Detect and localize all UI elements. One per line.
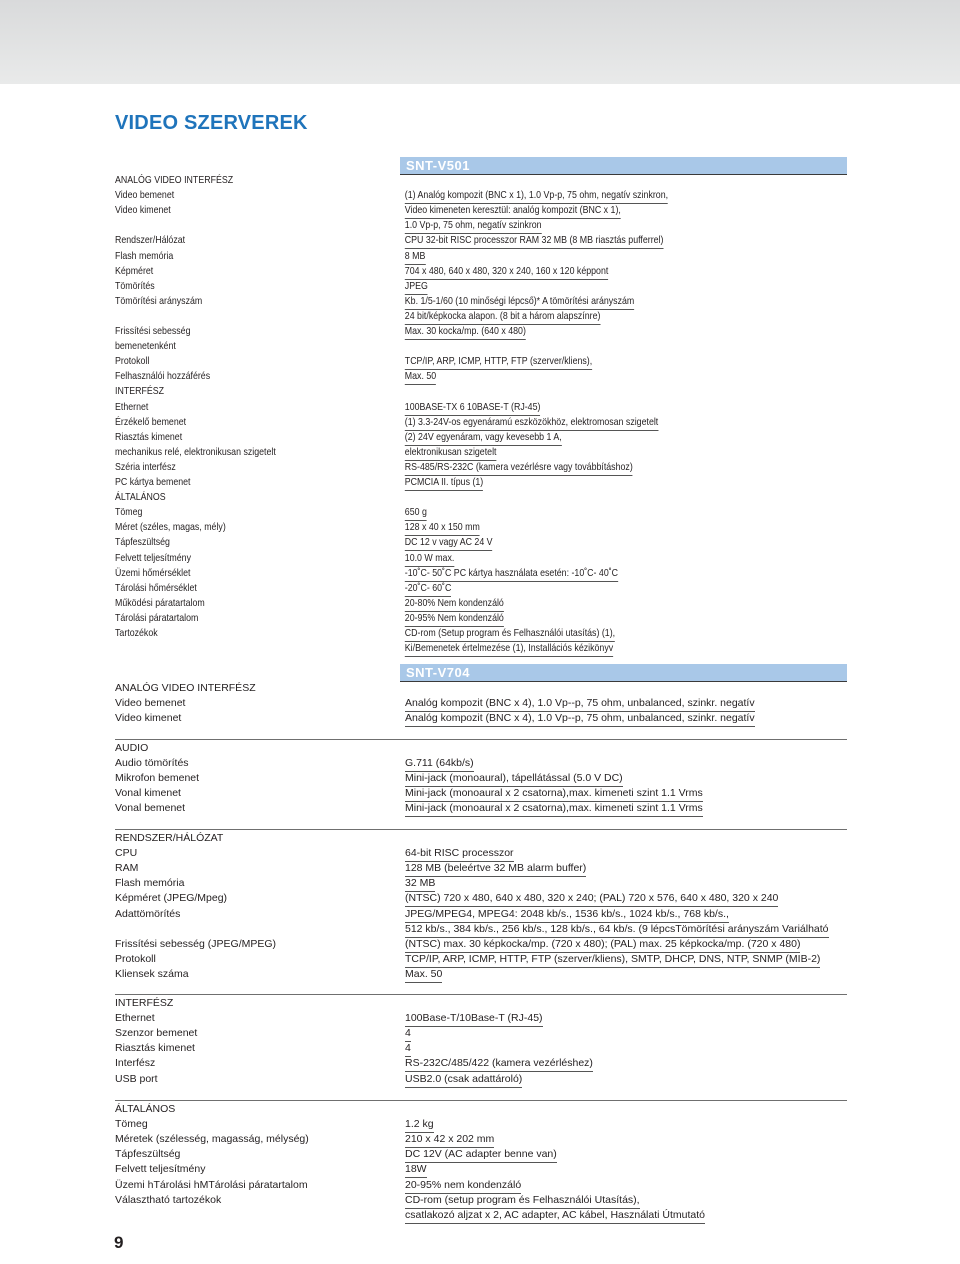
spec-value: Analóg kompozit (BNC x 4), 1.0 Vp--p, 75 ohm, unbalanced, szinkr. negatív <box>405 696 755 712</box>
spec-label: RAM <box>115 862 139 875</box>
spec-row <box>115 711 855 726</box>
spec-label: Video bemenet <box>115 697 186 710</box>
spec-value: CD-rom (setup program és Felhasználói Utasítás), <box>405 1193 640 1209</box>
spec-value: DC 12V (AC adapter benne van) <box>405 1147 557 1163</box>
spec-row <box>115 1011 855 1026</box>
spec-label: Üzemi hTárolási hMTárolási páratartalom <box>115 1178 308 1191</box>
spec-row <box>115 801 855 816</box>
spec-value: G.711 (64kb/s) <box>405 756 474 772</box>
spec-row <box>115 460 854 475</box>
spec-row <box>115 490 854 505</box>
spec-value: 32 MB <box>405 876 435 892</box>
spec-label: Tömeg <box>115 1118 148 1131</box>
spec-row <box>115 354 854 369</box>
spec-label: Interfész <box>115 1057 156 1070</box>
spec-label: ÁLTALÁNOS <box>115 1103 176 1115</box>
spec-row <box>115 445 854 460</box>
spec-value: 20-95% Nem kondenzáló <box>405 611 504 627</box>
spec-value: csatlakozó aljzat x 2, AC adapter, AC kábel, Használati Útmutató <box>405 1208 705 1224</box>
spec-value: 20-95% nem kondenzáló <box>405 1178 521 1194</box>
spec-row <box>115 846 855 861</box>
spec-row <box>115 1026 855 1041</box>
spec-row <box>115 611 854 626</box>
spec-label: mechanikus relé, elektronikusan szigetelt <box>115 445 276 458</box>
spec-row <box>115 1193 855 1208</box>
spec-value: (NTSC) max. 30 képkocka/mp. (720 x 480); (PAL) max. 25 képkocka/mp. (720 x 480) <box>405 937 800 953</box>
spec-value: (1) 3.3-24V-os egyenáramú eszközökhöz, elektromosan szigetelt <box>405 415 658 431</box>
spec-row <box>115 1072 855 1087</box>
spec-value: 650 g <box>405 505 427 521</box>
spec-row <box>115 596 854 611</box>
spec-row <box>115 520 854 535</box>
spec-row <box>115 681 855 696</box>
spec-value: (1) Analóg kompozit (BNC x 1), 1.0 Vp-p, 75 ohm, negatív szinkron, <box>405 188 668 204</box>
spec-value: -20˚C- 60˚C <box>405 581 452 597</box>
spec-row <box>115 1147 855 1162</box>
spec-value: Mini-jack (monoaural x 2 csatorna),max. kimeneti szint 1.1 Vrms <box>405 786 703 802</box>
spec-label: Szenzor bemenet <box>115 1027 198 1040</box>
spec-value: 1.2 kg <box>405 1117 434 1133</box>
spec-value: Max. 30 kocka/mp. (640 x 480) <box>405 324 526 340</box>
spec-row <box>115 566 854 581</box>
spec-value: TCP/IP, ARP, ICMP, HTTP, FTP (szerver/kliens), SMTP, DHCP, DNS, NTP, SNMP (MIB-2) <box>405 952 820 968</box>
spec-label: Frissítési sebesség <box>115 325 191 337</box>
spec-label: PC kártya bemenet <box>115 476 191 488</box>
section-rule <box>115 829 847 830</box>
spec-label: Képméret <box>115 264 154 277</box>
spec-label: Rendszer/Hálózat <box>115 234 186 247</box>
snt-v704-model-header: SNT-V704 <box>400 664 847 681</box>
spec-value: (NTSC) 720 x 480, 640 x 480, 320 x 240; (PAL) 720 x 576, 640 x 480, 320 x 240 <box>405 891 778 907</box>
spec-value: TCP/IP, ARP, ICMP, HTTP, FTP (szerver/kliens), <box>405 354 592 370</box>
spec-value: 704 x 480, 640 x 480, 320 x 240, 160 x 120 képpont <box>405 264 609 280</box>
spec-label: ÁLTALÁNOS <box>115 491 166 504</box>
spec-row <box>115 203 854 218</box>
spec-row <box>115 861 855 876</box>
spec-label: Protokoll <box>115 355 150 368</box>
spec-value: 128 MB (beleértve 32 MB alarm buffer) <box>405 861 586 877</box>
spec-label: Riasztás kimenet <box>115 430 183 443</box>
spec-row <box>115 233 854 248</box>
spec-row <box>115 415 854 430</box>
spec-row <box>115 891 855 906</box>
spec-label: Tárolási hőmérséklet <box>115 581 197 594</box>
spec-row <box>115 786 855 801</box>
spec-value: JPEG <box>405 279 428 295</box>
spec-label: Frissítési sebesség (JPEG/MPEG) <box>115 937 277 950</box>
spec-row <box>115 967 855 982</box>
spec-value: Kb. 1/5-1/60 (10 minőségi lépcső)* A tömörítési arányszám <box>405 294 634 310</box>
spec-value: Ki/Bemenetek értelmezése (1), Installációs kézikönyv <box>405 641 613 657</box>
spec-value: 24 bit/képkocka alapon. (8 bit a három alapszínre) <box>405 309 601 325</box>
spec-label: Video bemenet <box>115 189 175 202</box>
spec-value: -10˚C- 50˚C PC kártya használata esetén: -10˚C- 40˚C <box>405 566 618 582</box>
spec-value: Max. 50 <box>405 967 442 983</box>
spec-row <box>115 218 854 233</box>
spec-label: Tömörítési arányszám <box>115 294 203 307</box>
spec-value: RS-485/RS-232C (kamera vezérlésre vagy továbbításhoz) <box>405 460 633 476</box>
spec-label: Méretek (szélesség, magasság, mélység) <box>115 1133 309 1146</box>
spec-row <box>115 1102 855 1117</box>
spec-value: PCMCIA II. típus (1) <box>405 475 483 491</box>
spec-label: Széria interfész <box>115 460 176 473</box>
spec-row <box>115 952 855 967</box>
spec-row <box>115 294 854 309</box>
spec-value: 18W <box>405 1162 427 1178</box>
spec-label: ANALÓG VIDEO INTERFÉSZ <box>115 682 256 694</box>
spec-value: 4 <box>405 1026 411 1042</box>
spec-label: Választható tartozékok <box>115 1193 222 1206</box>
spec-label: Képméret (JPEG/Mpeg) <box>115 892 228 905</box>
spec-label: Mikrofon bemenet <box>115 772 200 785</box>
spec-value: 64-bit RISC processzor <box>405 846 514 862</box>
spec-label: Ethernet <box>115 1012 155 1025</box>
section-rule <box>115 994 847 995</box>
spec-label: Video kimenet <box>115 712 182 725</box>
spec-label: Protokoll <box>115 952 156 965</box>
spec-label: Tápfeszültség <box>115 1148 181 1161</box>
spec-row <box>115 369 854 384</box>
spec-label: Működési páratartalom <box>115 596 205 609</box>
spec-value: Analóg kompozit (BNC x 4), 1.0 Vp--p, 75 ohm, unbalanced, szinkr. negatív <box>405 711 755 727</box>
spec-row <box>115 1162 855 1177</box>
spec-label: Felhasználói hozzáférés <box>115 370 211 383</box>
spec-label: Tárolási páratartalom <box>115 611 199 624</box>
spec-row <box>115 384 854 399</box>
spec-row <box>115 188 854 203</box>
spec-value: 128 x 40 x 150 mm <box>405 520 480 536</box>
section-rule <box>115 1100 847 1101</box>
spec-label: Tartozékok <box>115 627 158 639</box>
spec-label: INTERFÉSZ <box>115 997 174 1009</box>
spec-label: Vonal kimenet <box>115 787 181 800</box>
spec-row <box>115 249 854 264</box>
spec-row <box>115 771 855 786</box>
spec-row <box>115 1178 855 1193</box>
spec-value: 100BASE-TX 6 10BASE-T (RJ-45) <box>405 400 541 416</box>
spec-row <box>115 324 854 339</box>
spec-value: Mini-jack (monoaural), tápellátással (5.0 V DC) <box>405 771 623 787</box>
spec-value: RS-232C/485/422 (kamera vezérléshez) <box>405 1056 593 1072</box>
spec-value: Mini-jack (monoaural x 2 csatorna),max. kimeneti szint 1.1 Vrms <box>405 801 703 817</box>
spec-row <box>115 996 855 1011</box>
spec-label: AUDIO <box>115 742 149 754</box>
spec-value: CD-rom (Setup program és Felhasználói utasítás) (1), <box>405 626 615 642</box>
spec-label: Tömeg <box>115 506 143 519</box>
spec-value: 1.0 Vp-p, 75 ohm, negatív szinkron <box>405 218 542 234</box>
spec-label: Méret (széles, magas, mély) <box>115 521 226 534</box>
spec-row <box>115 876 855 891</box>
spec-row <box>115 831 855 846</box>
spec-row <box>115 1041 855 1056</box>
spec-row <box>115 505 854 520</box>
spec-value: 10.0 W max. <box>405 551 455 567</box>
spec-row <box>115 641 854 656</box>
spec-row <box>115 937 855 952</box>
spec-value: 4 <box>405 1041 411 1057</box>
spec-row <box>115 907 855 922</box>
spec-value: 100Base-T/10Base-T (RJ-45) <box>405 1011 543 1027</box>
spec-label: Adattömörítés <box>115 907 181 920</box>
spec-row <box>115 922 855 937</box>
spec-label: Tömörítés <box>115 279 155 292</box>
top-band <box>0 0 960 84</box>
spec-value: CPU 32-bit RISC processzor RAM 32 MB (8 MB riasztás pufferrel) <box>405 233 664 249</box>
page-title: VIDEO SZERVEREK <box>115 112 308 134</box>
spec-value: 210 x 42 x 202 mm <box>405 1132 494 1148</box>
spec-value: USB2.0 (csak adattároló) <box>405 1072 522 1088</box>
spec-label: Riasztás kimenet <box>115 1042 195 1055</box>
spec-row <box>115 430 854 445</box>
spec-label: RENDSZER/HÁLÓZAT <box>115 832 224 844</box>
spec-value: 8 MB <box>405 249 426 265</box>
spec-row <box>115 1132 855 1147</box>
spec-row <box>115 581 854 596</box>
spec-label: USB port <box>115 1072 158 1085</box>
page-number: 9 <box>114 1233 124 1252</box>
spec-row <box>115 1117 855 1132</box>
spec-label: bemenetenként <box>115 340 176 353</box>
spec-row <box>115 1056 855 1071</box>
spec-label: Kliensek száma <box>115 967 189 980</box>
spec-label: Audio tömörítés <box>115 757 189 770</box>
spec-label: Érzékelő bemenet <box>115 415 187 428</box>
section-rule <box>115 739 847 740</box>
spec-label: Tápfeszültség <box>115 536 170 549</box>
spec-row <box>115 173 854 188</box>
spec-value: JPEG/MPEG4, MPEG4: 2048 kb/s., 1536 kb/s., 1024 kb/s., 768 kb/s., <box>405 907 729 923</box>
spec-row <box>115 551 854 566</box>
spec-label: Felvett teljesítmény <box>115 1163 206 1176</box>
spec-label: ANALÓG VIDEO INTERFÉSZ <box>115 174 234 186</box>
spec-row <box>115 339 854 354</box>
spec-label: Flash memória <box>115 249 174 262</box>
spec-value: 20-80% Nem kondenzáló <box>405 596 504 612</box>
snt-v501-model-header: SNT-V501 <box>400 157 847 174</box>
spec-label: Video kimenet <box>115 204 171 217</box>
spec-row <box>115 309 854 324</box>
spec-label: Vonal bemenet <box>115 802 186 815</box>
spec-label: CPU <box>115 847 138 860</box>
spec-label: Ethernet <box>115 400 149 413</box>
spec-value: elektronikusan szigetelt <box>405 445 497 461</box>
spec-row <box>115 535 854 550</box>
spec-label: Flash memória <box>115 877 185 890</box>
spec-row <box>115 626 854 641</box>
spec-row <box>115 279 854 294</box>
spec-row <box>115 756 855 771</box>
spec-value: 512 kb/s., 384 kb/s., 256 kb/s., 128 kb/s., 64 kb/s. (9 lépcsTömörítési arányszám Variálható <box>405 922 829 938</box>
spec-value: (2) 24V egyenáram, vagy kevesebb 1 A, <box>405 430 562 446</box>
spec-row <box>115 1208 855 1223</box>
spec-row <box>115 264 854 279</box>
spec-row <box>115 400 854 415</box>
spec-value: DC 12 v vagy AC 24 V <box>405 535 493 551</box>
spec-label: INTERFÉSZ <box>115 385 165 398</box>
spec-value: Video kimeneten keresztül: analóg kompozit (BNC x 1), <box>405 203 621 219</box>
spec-label: Felvett teljesítmény <box>115 551 191 564</box>
spec-value: Max. 50 <box>405 369 436 385</box>
spec-label: Üzemi hőmérséklet <box>115 566 191 579</box>
spec-row <box>115 475 854 490</box>
spec-row <box>115 741 855 756</box>
spec-row <box>115 696 855 711</box>
